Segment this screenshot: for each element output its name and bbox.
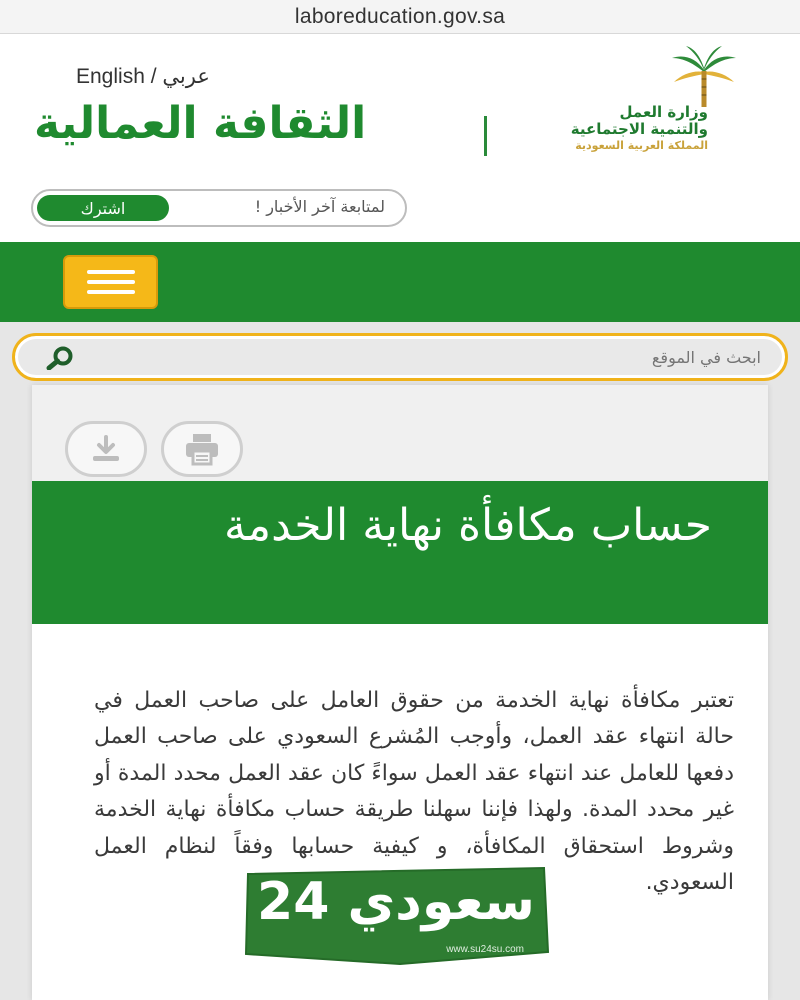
palm-logo-icon — [666, 44, 742, 108]
url-text: laboreducation.gov.sa — [294, 4, 506, 28]
search-icon[interactable] — [43, 346, 77, 370]
lang-separator: / — [144, 65, 163, 88]
site-header — [0, 34, 800, 242]
article-title-band — [32, 481, 768, 624]
print-icon — [183, 432, 221, 466]
watermark-badge — [240, 866, 552, 966]
subscribe-button[interactable]: اشترك — [37, 195, 169, 221]
ministry-line-2: والتنمية الاجتماعية — [570, 120, 708, 138]
article-tools — [32, 385, 768, 481]
ministry-line-1: وزارة العمل — [619, 103, 708, 121]
hamburger-menu-icon — [87, 290, 135, 294]
download-button[interactable] — [65, 421, 147, 477]
header-divider — [484, 116, 487, 156]
browser-url-bar[interactable] — [0, 0, 800, 34]
ministry-name[interactable] — [538, 104, 708, 154]
article-body: تعتبر مكافأة نهاية الخدمة من حقوق العامل على صاحب العمل في حالة انتهاء عقد العمل، وأوجب المُشرع السعودي على صاحب العمل دفعها للعامل عند انتهاء عقد العمل سواءً كان عقد العمل محدد المدة أو غير محدد المدة. ولهذا فإننا سهلنا طريقة حساب مكافأة نهاية الخدمة وشروط استحقاق المكافأة، و كيفية حسابها وفقاً لنظام العمل السعودي. — [94, 688, 734, 896]
subscribe-text: لمتابعة آخر الأخبار ! — [254, 197, 385, 216]
search-input[interactable] — [111, 343, 761, 371]
site-title[interactable]: الثقافة العمالية — [34, 98, 367, 149]
download-icon — [89, 434, 123, 464]
hamburger-menu-icon — [87, 280, 135, 284]
lang-arabic-link[interactable]: عربي — [162, 65, 210, 88]
subscribe-bar — [31, 189, 407, 227]
language-switcher — [76, 64, 210, 89]
print-button[interactable] — [161, 421, 243, 477]
nav-bar — [0, 242, 800, 322]
hamburger-menu-icon — [87, 270, 135, 274]
hamburger-menu-button[interactable] — [63, 255, 158, 309]
watermark-text: سعودي 24 — [257, 872, 535, 932]
lang-english-link[interactable]: English — [76, 65, 145, 88]
ministry-line-3: المملكة العربية السعودية — [575, 139, 708, 152]
watermark-url: www.su24su.com — [446, 944, 524, 955]
search-bar — [12, 333, 788, 381]
article-title: حساب مكافأة نهاية الخدمة — [223, 500, 712, 551]
